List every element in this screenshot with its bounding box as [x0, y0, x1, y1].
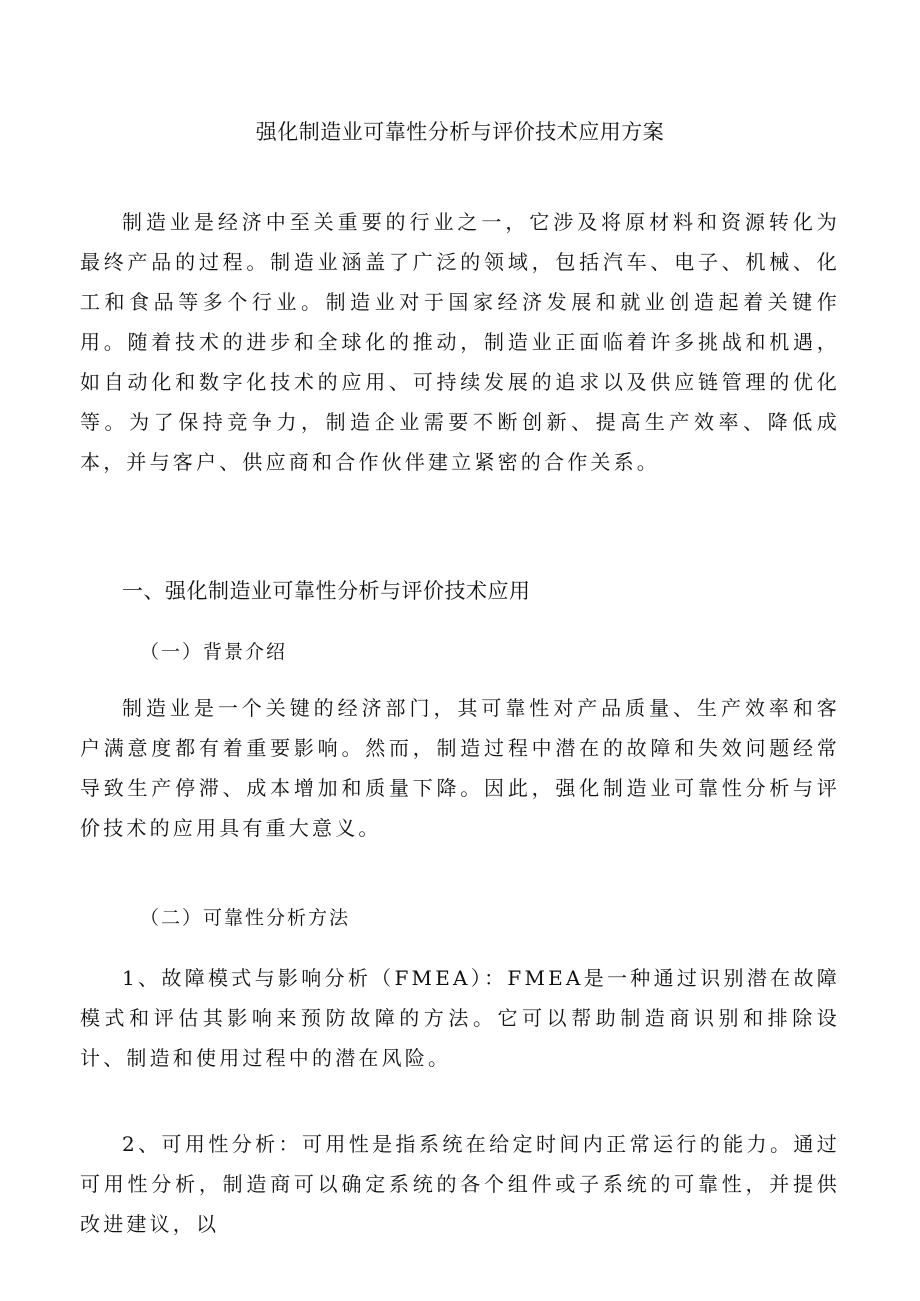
fmea-paragraph: 1、故障模式与影响分析（FMEA）：FMEA是一种通过识别潜在故障模式和评估其影响来预防故障的方法。它可以帮助制造商识别和排除设计、制造和使用过程中的潜在风险。: [80, 966, 840, 1070]
subsection-heading-background: （一）背景介绍: [140, 641, 288, 663]
availability-paragraph: 2、可用性分析：可用性是指系统在给定时间内正常运行的能力。通过可用性分析，制造商可以确定系统的各个组件或子系统的可靠性，并提供改进建议，以: [80, 1132, 840, 1236]
subsection-heading-methods: （二）可靠性分析方法: [140, 907, 351, 929]
document-title: 强化制造业可靠性分析与评价技术应用方案: [255, 120, 665, 144]
background-paragraph: 制造业是一个关键的经济部门，其可靠性对产品质量、生产效率和客户满意度都有着重要影响。然而，制造过程中潜在的故障和失效问题经常导致生产停滞、成本增加和质量下降。因此，强化制造业可靠性分析与评价技术的应用具有重大意义。: [80, 696, 840, 840]
section-heading: 一、强化制造业可靠性分析与评价技术应用: [122, 579, 531, 603]
intro-paragraph: 制造业是经济中至关重要的行业之一，它涉及将原材料和资源转化为最终产品的过程。制造业涵盖了广泛的领域，包括汽车、电子、机械、化工和食品等多个行业。制造业对于国家经济发展和就业创造起着关键作用。随着技术的进步和全球化的推动，制造业正面临着许多挑战和机遇，如自动化和数字化技术的应用、可持续发展的追求以及供应链管理的优化等。为了保持竞争力，制造企业需要不断创新、提高生产效率、降低成本，并与客户、供应商和合作伙伴建立紧密的合作关系。: [80, 210, 840, 474]
